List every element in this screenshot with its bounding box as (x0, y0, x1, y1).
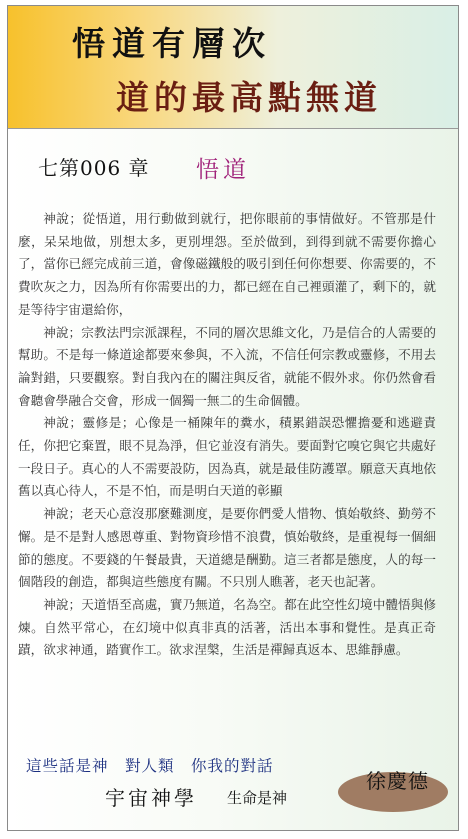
article-body (18, 208, 436, 662)
footer-slogan: 生命是神 (227, 789, 288, 807)
paragraph: 神說；靈修是；心像是一桶陳年的糞水，積累錯誤恐懼擔憂和逃避責任，你把它棄置，眼不見為淨，但它並沒有消失。要面對它嗅它與它共處好一段日子。真心的人不需要設防，因為真，就是最佳防護罩。願意天真地依舊以真心待人，不是不怕，而是明白天道的彰顯 (18, 415, 436, 499)
footer-tagline: 這些話是神 對人類 你我的對話 (26, 757, 274, 775)
paragraph: 神說；從悟道，用行動做到就行，把你眼前的事情做好。不管那是什麼，呆呆地做，別想太多，更別埋怨。至於做到，到得到就不需要你擔心了，當你已經完成前三道，會像磁鐵般的吸引到任何你想要、你需要的，不費吹灰之力，因為所有你需要出的力，都已經在自己裡頭灌了，剩下的，就是等待宇宙還給你， (18, 211, 436, 317)
paragraph: 神說；宗教法門宗派課程，不同的層次思維文化，乃是信合的人需要的幫助。不是每一條道途都要來參與，不入流，不信任何宗教或靈修，不用去論對錯，只要觀察。對自我內在的關注與反省，就能不假外求。你仍然會看會聽會學融合交會，形成一個獨一無二的生命個體。 (18, 324, 436, 408)
header-banner (8, 6, 458, 129)
chapter-title: 悟道 (196, 157, 250, 183)
paragraph: 神說；天道悟至高處，實乃無道，名為空。都在此空性幻境中體悟與修煉。自然平常心，在幻境中似真非真的活著，活出本事和覺性。是真正奇蹟，欲求神通，踏實作工。欲求涅槃，生活是禪歸真返本、思維靜慮。 (18, 596, 436, 658)
paragraph: 神說；老天心意沒那麼難測度，是要你們愛人惜物、慎始敬終、勤勞不懈。是不是對人感恩尊重、對物資珍惜不浪費，慎始敬終，是重視每一個細節的態度。不要錢的午餐最貴，天道總是酬勤。這三者都是態度，人的每一個階段的創造，都與這些態度有關。不只別人瞧著，老天也記著。 (18, 506, 436, 590)
footer-brand: 宇宙神學 (105, 786, 197, 810)
author-name: 徐慶德 (366, 769, 429, 793)
chapter-number: 七第006 章 (38, 156, 150, 180)
page-title: 悟道有層次 (72, 24, 272, 63)
page-subtitle: 道的最高點無道 (116, 78, 382, 117)
